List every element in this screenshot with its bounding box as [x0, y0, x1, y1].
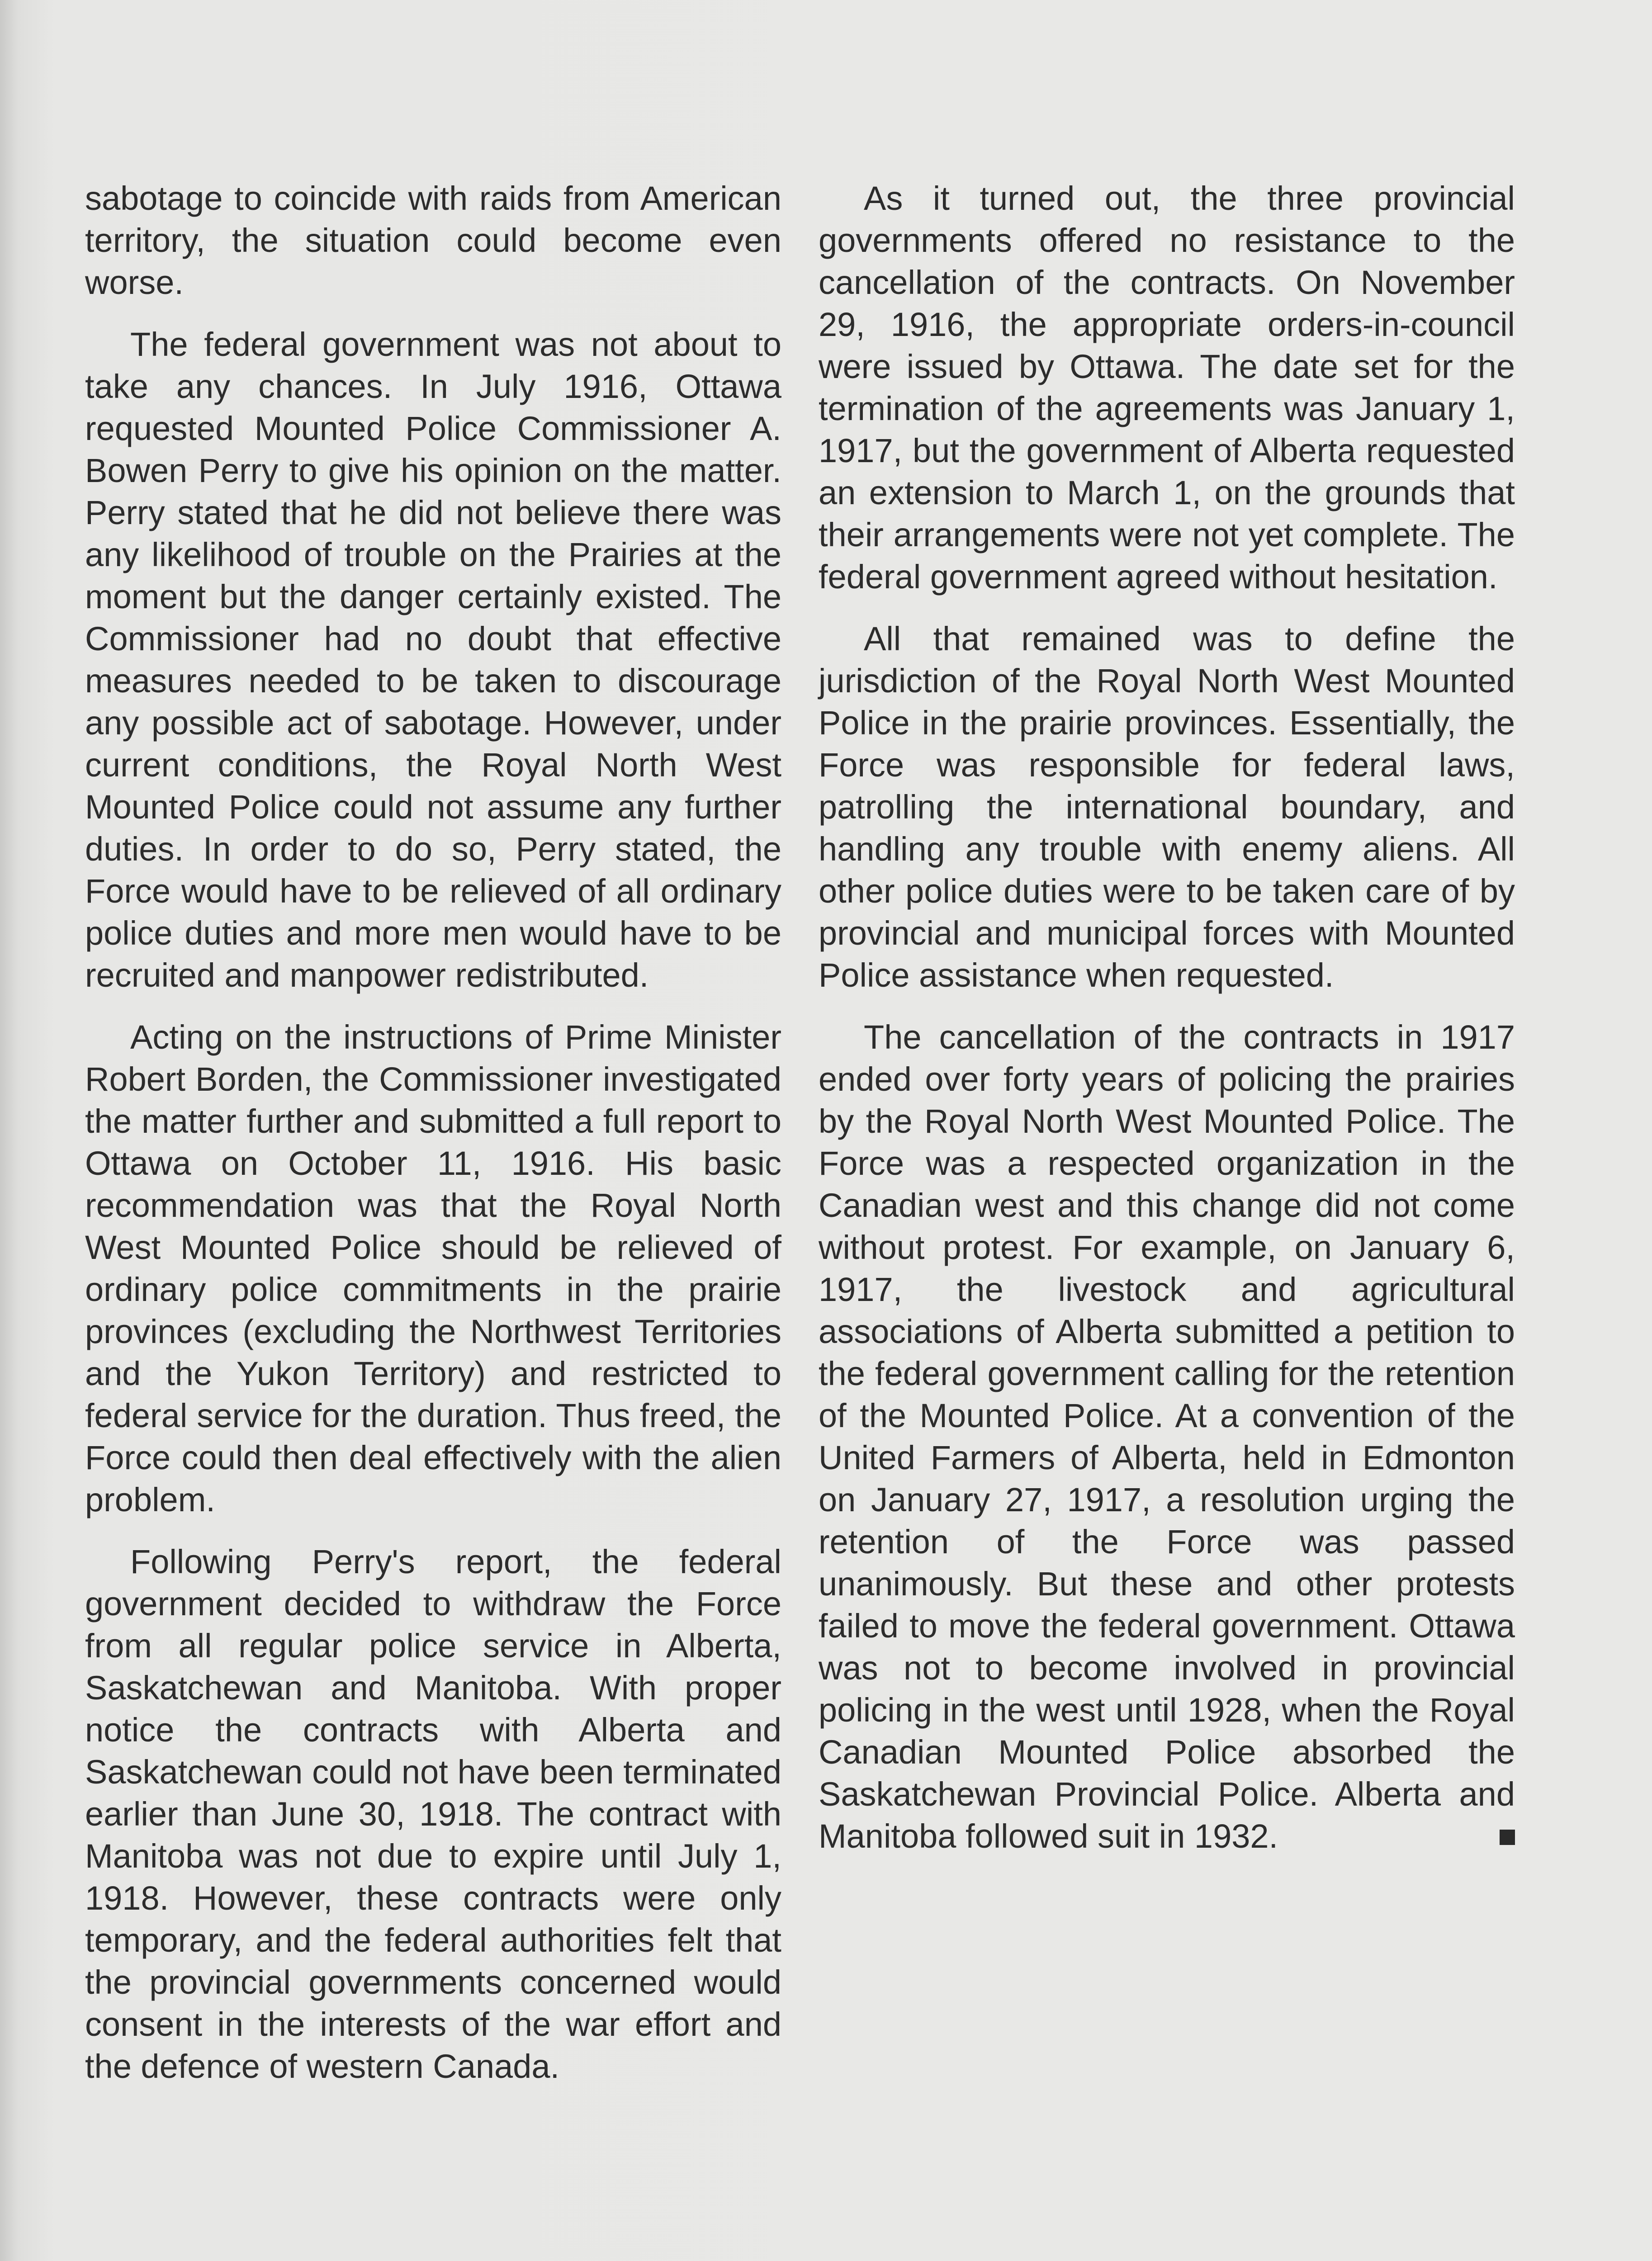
paragraph: Acting on the instructions of Prime Minister Robert Borden, the Commissioner investigated the matter further and submitted a full report to Ottawa on October 11, 1916. His basic recommendation was that the Royal North West Mounted Police should be relieved of ordinary police commitments in the prairie provinces (excluding the Northwest Territories and the Yukon Territory) and restricted to federal service for the duration. Thus freed, the Force could then deal effectively with the alien problem. — [85, 1018, 781, 1518]
paragraph: Following Perry's report, the federal government decided to withdraw the Force from all regular police service in Alberta, Saskatchewan and Manitoba. With proper notice the contracts with Alberta and Saskatchewan could not have been terminated earlier than June 30, 1918. The contract with Manitoba was not due to expire until July 1, 1918. However, these contracts were only temporary, and the federal authorities felt that the provincial governments concerned would consent in the interests of the war effort and the defence of western Canada. — [85, 1543, 781, 2085]
paragraph: The federal government was not about to take any chances. In July 1916, Ottawa requested Mounted Police Commissioner A. Bowen Perry to give his opinion on the matter. Perry stated that he did not believe there was any likelihood of trouble on the Prairies at the moment but the danger certainly existed. The Commissioner had no doubt that effective measures needed to be taken to discourage any possible act of sabotage. However, under current conditions, the Royal North West Mounted Police could not assume any further duties. In order to do so, Perry stated, the Force would have to be relieved of all ordinary police duties and more men would have to be recruited and manpower redistributed. — [85, 326, 781, 994]
paragraph-text: The cancellation of the contracts in 1917 ended over forty years of policing the prairies by the Royal North West Mounted Police. The Force was a respected organization in the Canadian west and this change did not come without protest. For example, on January 6, 1917, the livestock and agricultural associations of Alberta submitted a petition to the federal government calling for the retention of the Mounted Police. At a convention of the United Farmers of Alberta, held in Edmonton on January 27, 1917, a resolution urging the retention of the Force was passed unanimously. But these and other protests failed to move the federal government. Ottawa was not to become involved in provincial policing in the west until 1928, when the Royal Canadian Mounted Police absorbed the Saskatchewan Provincial Police. Alberta and Manitoba followed suit in 1932. — [819, 1018, 1515, 1855]
left-column — [85, 177, 781, 2107]
paragraph: sabotage to coincide with raids from American territory, the situation could become even worse. — [85, 180, 781, 301]
end-of-article-square-icon — [1500, 1830, 1515, 1845]
paragraph: All that remained was to define the jurisdiction of the Royal North West Mounted Police in the prairie provinces. Essentially, the Force was responsible for federal laws, patrolling the international boundary, and handling any trouble with enemy aliens. All other police duties were to be taken care of by provincial and municipal forces with Mounted Police assistance when requested. — [819, 620, 1515, 994]
paragraph — [819, 1016, 1515, 1857]
right-column — [819, 177, 1515, 1877]
paragraph: As it turned out, the three provincial governments offered no resistance to the cancellation of the contracts. On November 29, 1916, the appropriate orders-in-council were issued by Ottawa. The date set for the termination of the agreements was January 1, 1917, but the government of Alberta requested an extension to March 1, on the grounds that their arrangements were not yet complete. The federal government agreed without hesitation. — [819, 180, 1515, 596]
